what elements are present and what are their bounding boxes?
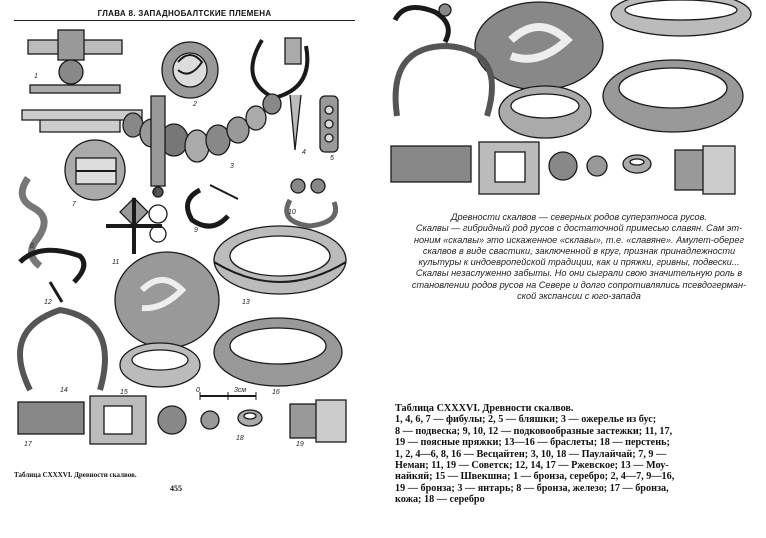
figure-number-16: 16 bbox=[272, 389, 280, 396]
artifact-pendant-8 bbox=[151, 96, 165, 197]
artifact-plaque-5 bbox=[320, 96, 338, 152]
figure-number-19: 19 bbox=[296, 441, 304, 448]
artifact-plaque-2 bbox=[162, 42, 218, 98]
right-page bbox=[383, 0, 766, 538]
figure-number-13: 13 bbox=[242, 299, 250, 306]
description-line: скалвов в виде свастики, заключенной в круг, признак принадлежности bbox=[422, 245, 736, 256]
artifact-buckle-19 bbox=[290, 400, 346, 442]
scale-zero: 0 bbox=[196, 387, 200, 394]
table-legend bbox=[395, 403, 761, 506]
description-line: Скалвы — гибридный род русов с достаточной примесью славян. Сам эт- bbox=[415, 223, 743, 234]
table-line: Неман; 11, 19 — Советск; 12, 14, 17 — Ржевское; 13 — Моу- bbox=[395, 460, 669, 472]
plate-caption: Таблица CXXXVI. Древности скалвов. bbox=[14, 471, 137, 479]
artifact-buckle-17 bbox=[18, 396, 146, 444]
table-line: 19 — поясные пряжки; 13—16 — браслеты; 18 — перстень; bbox=[395, 437, 670, 449]
figure-number-6: 6 bbox=[30, 243, 34, 250]
table-line: найкяй; 15 — Швекшна; 1 — бронза, серебро; 2, 4—7, 9—16, bbox=[395, 471, 675, 483]
description-line: Древности скалвов — северных родов суперэтноса русов. bbox=[450, 212, 707, 222]
figure-number-18: 18 bbox=[236, 435, 244, 442]
figure-number-15: 15 bbox=[120, 389, 128, 396]
scale-label: 3см bbox=[234, 387, 247, 394]
artifact-clasp-9 bbox=[188, 185, 239, 226]
artifact-torc-14 bbox=[20, 310, 105, 390]
figure-number-12: 12 bbox=[44, 299, 52, 306]
description-line: Скалвы незаслуженно забыты. Но они сыграли свою значительную роль в bbox=[415, 268, 743, 279]
description-line: становлении родов русов на Севере и долго сопротивлялись псевдогерман- bbox=[411, 279, 747, 290]
artifact-bracelet-detail-2 bbox=[499, 86, 591, 138]
artifact-clasp-detail bbox=[395, 4, 451, 42]
description-line: культуры к индоевропейской традиции, как и пряжки, гривны, подвески... bbox=[418, 257, 740, 268]
table-title: Таблица CXXXVI. Древности скалвов. bbox=[395, 403, 574, 414]
description-line: ской экспансии с юго-запада bbox=[517, 291, 641, 302]
description-line: ноним «скалвы» это искаженное «склавы», т.е. «славяне». Амулет-оберег bbox=[414, 234, 744, 245]
figure-number-2: 2 bbox=[193, 101, 197, 108]
table-line: 8 — подвеска; 9, 10, 12 — подковообразные застежки; 11, 17, bbox=[395, 425, 673, 437]
artifact-buckle-detail-2 bbox=[675, 146, 735, 194]
artifact-bracelet-13 bbox=[214, 226, 346, 294]
artifact-bracelet-detail-1 bbox=[611, 0, 751, 36]
scale-bar bbox=[200, 392, 256, 400]
artifact-torc-detail bbox=[396, 46, 492, 116]
table-line: кожа; 18 — серебро bbox=[395, 494, 485, 506]
figure-number-17: 17 bbox=[24, 441, 32, 448]
figure-number-8: 8 bbox=[152, 189, 156, 196]
figure-number-7: 7 bbox=[72, 201, 76, 208]
page-number: 455 bbox=[170, 484, 182, 493]
artifact-bracelet-15 bbox=[120, 343, 200, 387]
table-line: 1, 4, 6, 7 — фибулы; 2, 5 — бляшки; 3 — ожерелье из бус; bbox=[395, 414, 657, 426]
figure-number-10: 10 bbox=[288, 209, 296, 216]
table-line: 1, 2, 4—6, 8, 16 — Весцайтен; 3, 10, 18 — Паулайчай; 7, 9 — bbox=[395, 448, 667, 460]
figure-number-14: 14 bbox=[60, 387, 68, 394]
figure-number-3: 3 bbox=[230, 163, 234, 170]
figure-number-1: 1 bbox=[34, 73, 38, 80]
artifact-plate bbox=[0, 0, 383, 470]
artifact-bracelet-detail-3 bbox=[603, 60, 743, 132]
artifact-clasp-10 bbox=[287, 179, 336, 226]
figure-number-11: 11 bbox=[112, 259, 120, 266]
table-line: 19 — бронза; 3 — янтарь; 8 — бронза, железо; 17 — бронза, bbox=[395, 482, 669, 494]
artifact-buckle-detail bbox=[391, 142, 607, 194]
artifact-ring-18 bbox=[238, 410, 262, 426]
description-text bbox=[399, 212, 759, 302]
artifact-necklace-3 bbox=[123, 94, 281, 162]
artifact-fibula-1 bbox=[22, 30, 142, 132]
artifact-bracelet-16 bbox=[214, 318, 342, 386]
artifact-plate-detail bbox=[383, 0, 766, 205]
artifact-fibula-4 bbox=[252, 38, 307, 150]
artifact-buckle-belt bbox=[158, 406, 219, 434]
chapter-header: ГЛАВА 8. ЗАПАДНОБАЛТСКИЕ ПЛЕМЕНА bbox=[97, 9, 272, 18]
figure-number-9: 9 bbox=[194, 227, 198, 234]
artifact-fibula-7 bbox=[65, 140, 125, 200]
figure-number-4: 4 bbox=[302, 149, 306, 156]
artifact-ring-detail bbox=[623, 155, 651, 173]
artifact-pendant-detail bbox=[475, 2, 603, 90]
figure-number-5: 5 bbox=[330, 155, 334, 162]
